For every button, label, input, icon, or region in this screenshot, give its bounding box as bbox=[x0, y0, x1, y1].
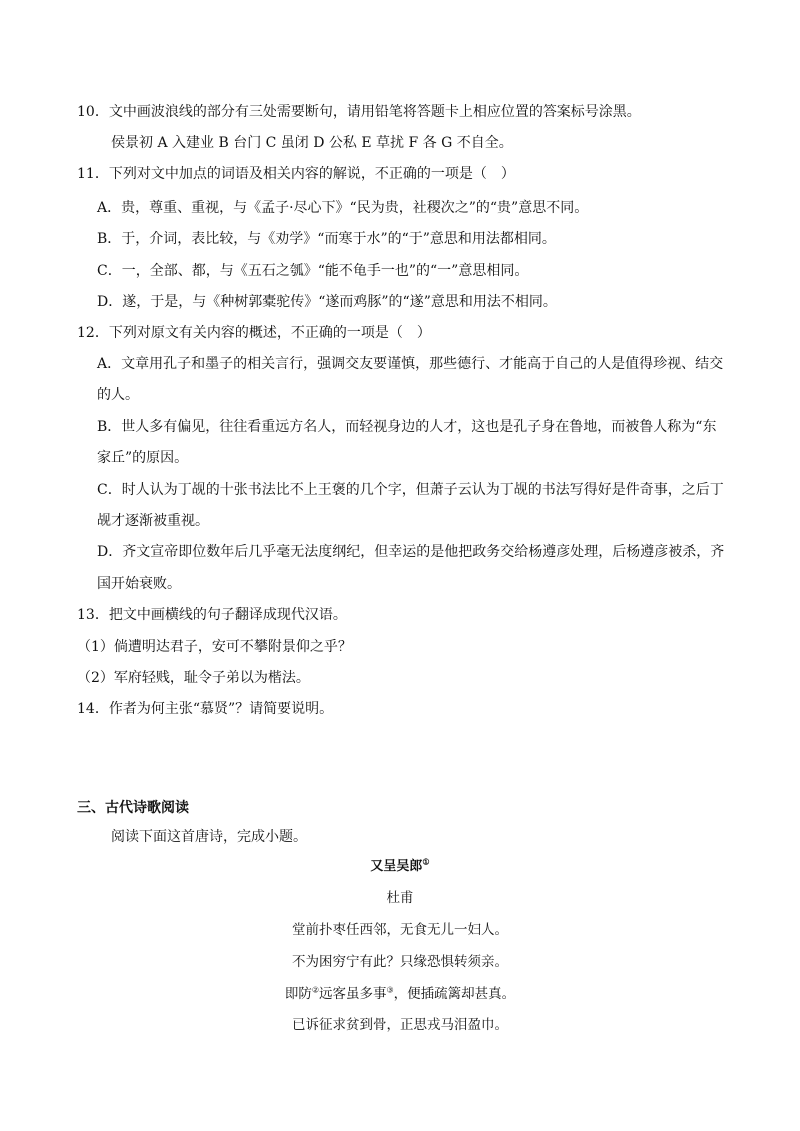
q11-stem: 11．下列对文中加点的词语及相关内容的解说，不正确的一项是（ ） bbox=[77, 166, 515, 182]
poem-line-4: 已诉征求贫到骨，正思戎马泪盈巾。 bbox=[292, 1017, 508, 1033]
poem-line-3-part-a: 即防 bbox=[284, 986, 312, 1002]
poem-line-1: 堂前扑枣任西邻，无食无儿一妇人。 bbox=[292, 922, 508, 938]
poem-author: 杜甫 bbox=[386, 890, 414, 906]
q11-option-a: A．贵，尊重、重视，与《孟子·尽心下》“民为贵，社稷次之”的“贵”意思不同。 bbox=[97, 200, 589, 216]
q12-option-a-line2: 的人。 bbox=[97, 387, 139, 403]
q12-stem: 12．下列对原文有关内容的概述，不正确的一项是（ ） bbox=[77, 325, 431, 341]
poem-title-note: ① bbox=[422, 856, 430, 867]
q12-option-b-line1: B．世人多有偏见，往往看重远方名人，而轻视身边的人才，这也是孔子身在鲁地，而被鲁人称为“东 bbox=[97, 419, 717, 435]
q11-option-c: C．一，全部、都，与《五石之瓠》“能不龟手一也”的“一”意思相同。 bbox=[97, 263, 529, 279]
q12-option-c-line2: 觇才逐渐被重视。 bbox=[97, 513, 209, 529]
section3-intro: 阅读下面这首唐诗，完成小题。 bbox=[111, 829, 307, 845]
poem-line-3-note-2: ② bbox=[311, 985, 319, 995]
q12-option-b-line2: 家丘”的原因。 bbox=[97, 450, 189, 466]
q11-option-d: D．遂，于是，与《种树郭橐驼传》“遂而鸡豚”的“遂”意思和用法不相同。 bbox=[97, 294, 557, 310]
poem-title bbox=[0, 858, 800, 876]
poem-line-3-part-c: ，便插疏篱却甚真。 bbox=[393, 986, 516, 1002]
poem-line-3 bbox=[0, 985, 800, 1003]
q13-item-1: （1）倘遭明达君子，安可不攀附景仰之乎？ bbox=[77, 639, 352, 655]
poem-line-3-part-b: 远客虽多事 bbox=[319, 986, 387, 1002]
section3-heading: 三、古代诗歌阅读 bbox=[77, 800, 189, 816]
poem-line-3-note-3: ③ bbox=[386, 985, 394, 995]
q12-option-d-line1: D．齐文宣帝即位数年后几乎毫无法度纲纪，但幸运的是他把政务交给杨遵彦处理，后杨遵彦被杀，齐 bbox=[97, 544, 725, 560]
q10-text: 侯景初 A 入建业 B 台门 C 虽闭 D 公私 E 草扰 F 各 G 不自全。 bbox=[111, 135, 513, 151]
q12-option-d-line2: 国开始衰败。 bbox=[97, 576, 181, 592]
q13-item-2: （2）军府轻贱，耻令子弟以为楷法。 bbox=[77, 670, 310, 686]
q12-option-a-line1: A．文章用孔子和墨子的相关言行，强调交友要谨慎，那些德行、才能高于自己的人是值得珍视、结交 bbox=[97, 356, 724, 372]
poem-title-text: 又呈吴郎 bbox=[370, 859, 423, 874]
q12-option-c-line1: C．时人认为丁觇的十张书法比不上王褒的几个字，但萧子云认为丁觇的书法写得好是件奇事，之后丁 bbox=[97, 482, 724, 498]
poem-line-2: 不为困穷宁有此？只缘恐惧转须亲。 bbox=[292, 954, 508, 970]
q13-stem: 13．把文中画横线的句子翻译成现代汉语。 bbox=[77, 607, 347, 623]
q10-stem: 10．文中画波浪线的部分有三处需要断句，请用铅笔将答题卡上相应位置的答案标号涂黑。 bbox=[77, 104, 641, 120]
q11-option-b: B．于，介词，表比较，与《劝学》“而寒于水”的“于”意思和用法都相同。 bbox=[97, 231, 556, 247]
q14-stem: 14．作者为何主张“慕贤”？请简要说明。 bbox=[77, 701, 334, 717]
